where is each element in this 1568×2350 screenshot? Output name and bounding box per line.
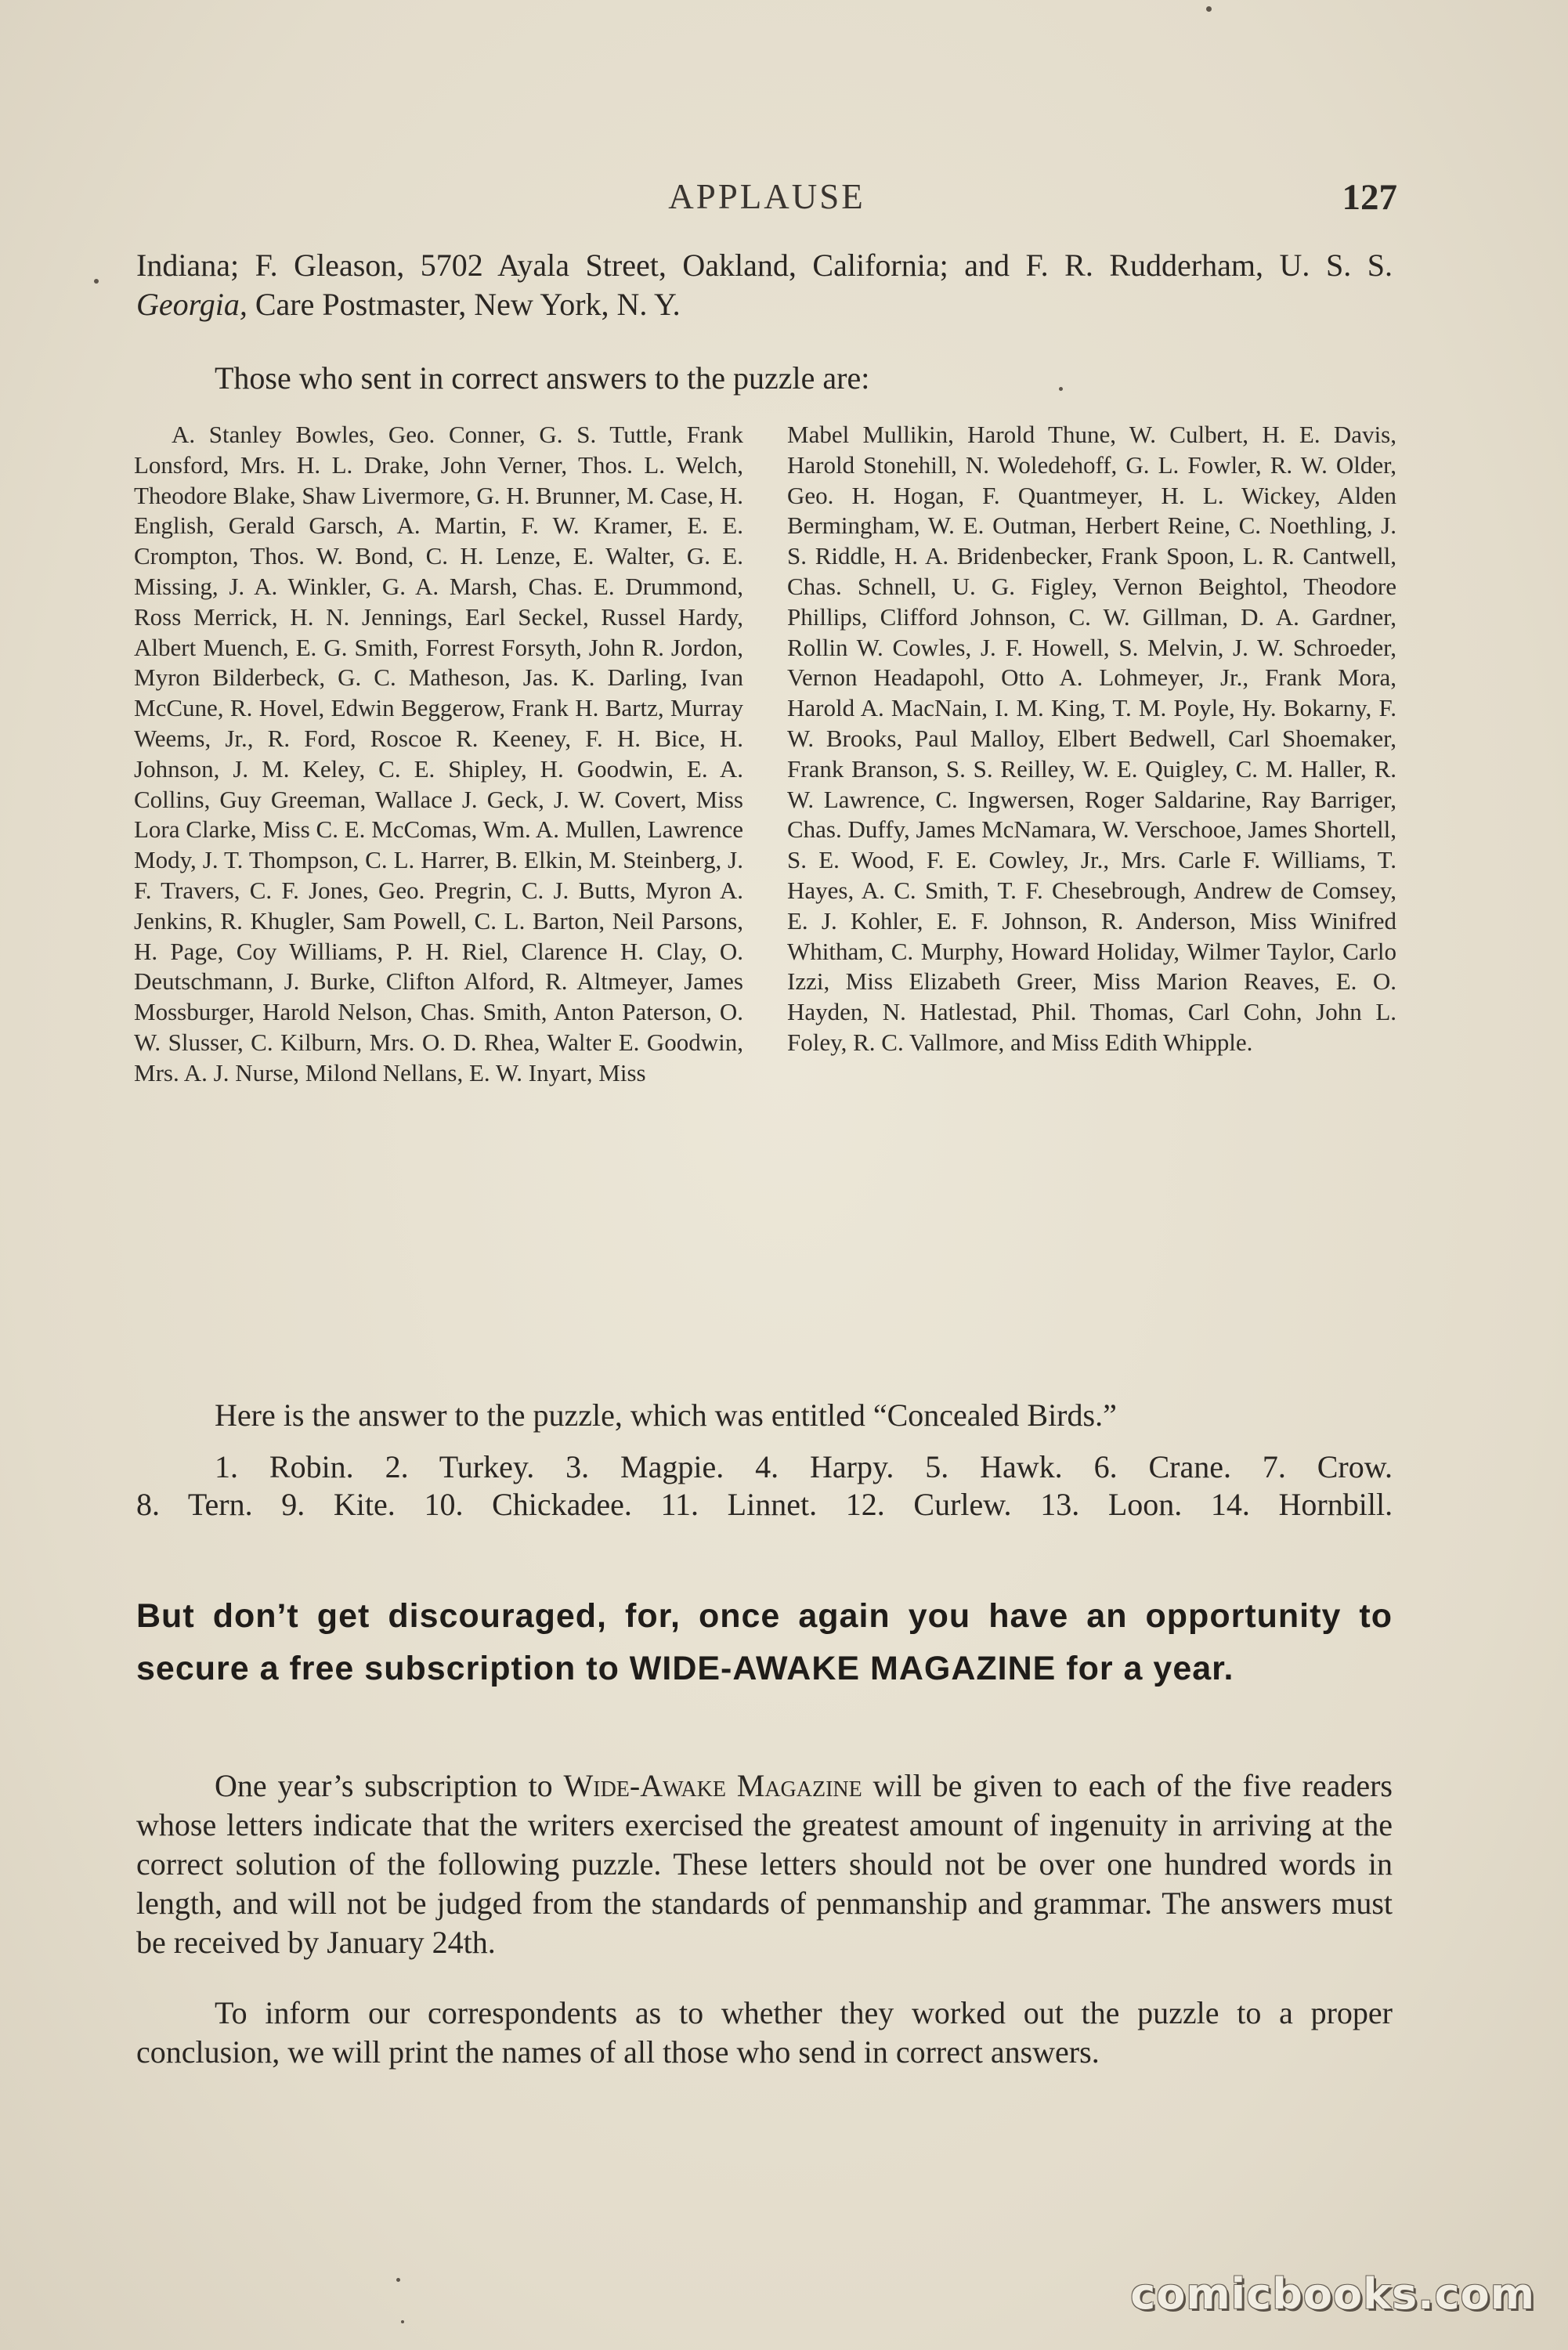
continuation-text: Indiana; F. Gleason, 5702 Ayala Street, Oakland, California; and F. R. Rudderham, U. S. S.: [136, 248, 1393, 283]
answer-item: 2. Turkey.: [385, 1449, 535, 1484]
running-head: [136, 176, 1397, 223]
continuation-paragraph: [136, 246, 1393, 324]
running-title: APPLAUSE: [668, 177, 865, 216]
correct-answers-intro: Those who sent in correct answers to the puzzle are:: [215, 360, 870, 396]
answer-item: 7. Crow.: [1262, 1449, 1393, 1484]
answer-intro: Here is the answer to the puzzle, which was entitled “Concealed Birds.”: [215, 1397, 1117, 1433]
rules-paragraph: [136, 1766, 1393, 1962]
answer-item: 9. Kite.: [281, 1487, 396, 1522]
answer-item: 4. Harpy.: [755, 1449, 894, 1484]
answer-item: 3. Magpie.: [565, 1449, 724, 1484]
continuation-text-end: Care Postmaster, New York, N. Y.: [247, 287, 681, 322]
page-number: 127: [1342, 177, 1397, 218]
answer-list: [136, 1448, 1393, 1524]
promo-announcement: But don’t get discouraged, for, once again you have an opportunity to secure a free subscription to WIDE-AWAKE MAGAZINE for a year.: [136, 1597, 1393, 1687]
rules-text-end: will be given to each of the five readers whose letters indicate that the writers exercised the greatest amount of ingenuity in arriving at the correct solution of the following puzzle. These letters should not be over one hundred words in length, and will not be judged from the standards of penmanship and grammar. The answers must be received by January 24th.: [136, 1768, 1393, 1960]
ship-name: Georgia,: [136, 287, 247, 322]
answer-item: 6. Crane.: [1093, 1449, 1231, 1484]
names-column-right: Mabel Mullikin, Harold Thune, W. Culbert, H. E. Davis, Harold Stonehill, N. Woledehoff, G. L. Fowler, R. W. Older, Geo. H. Hogan, F. Quantmeyer, H. L. Wickey, Alden Bermingham, W. E. Outman, Herbert Reine, C. Noethling, J. S. Riddle, H. A. Bridenbecker, Frank Spoon, L. R. Cantwell, Chas. Schnell, U. G. Figley, Vernon Beightol, Theodore Phillips, Clifford Johnson, C. W. Gillman, D. A. Gardner, Rollin W. Cowles, J. F. Howell, S. Melvin, J. W. Schroeder, Vernon Headapohl, Otto A. Lohmeyer, Jr., Frank Mora, Harold A. MacNain, I. M. King, T. M. Poyle, Hy. Bokarny, F. W. Brooks, Paul Malloy, Elbert Bedwell, Carl Shoemaker, Frank Branson, S. S. Reilley, W. E. Quigley, C. M. Haller, R. W. Lawrence, C. Ingwersen, Roger Saldarine, Ray Barriger, Chas. Duffy, James McNamara, W. Verschooe, James Shortell, S. E. Wood, F. E. Cowley, Jr., Mrs. Carle F. Williams, T. Hayes, A. C. Smith, T. F. Chesebrough, Andrew de Comsey, E. J. Kohler, E. F. Johnson, R. Anderson, Miss Winifred Whitham, C. Murphy, Howard Holiday, Wilmer Taylor, Carlo Izzi, Miss Elizabeth Greer, Miss Marion Reaves, E. O. Hayden, N. Hatlestad, Phil. Thomas, Carl Cohn, John L. Foley, R. C. Vallmore, and Miss Edith Whipple.: [787, 421, 1396, 1056]
rules-text: One year’s subscription to: [215, 1768, 564, 1803]
answer-item: 1. Robin.: [215, 1449, 354, 1484]
magazine-name: Wide-Awake Magazine: [563, 1768, 862, 1803]
names-column-left: A. Stanley Bowles, Geo. Conner, G. S. Tuttle, Frank Lonsford, Mrs. H. L. Drake, John Verner, Thos. L. Welch, Theodore Blake, Shaw Livermore, G. H. Brunner, M. Case, H. English, Gerald Garsch, A. Martin, F. W. Kramer, E. E. Crompton, Thos. W. Bond, C. H. Lenze, E. Walter, G. E. Missing, J. A. Winkler, G. A. Marsh, Chas. E. Drummond, Ross Merrick, H. N. Jennings, Earl Seckel, Russel Hardy, Albert Muench, E. G. Smith, Forrest Forsyth, John R. Jordon, Myron Bilderbeck, G. C. Matheson, Jas. K. Darling, Ivan McCune, R. Hovel, Edwin Beggerow, Frank H. Bartz, Murray Weems, Jr., R. Ford, Roscoe R. Keeney, F. H. Bice, H. Johnson, J. M. Keley, C. E. Shipley, H. Goodwin, E. A. Collins, Guy Greeman, Wallace J. Geck, J. W. Covert, Miss Lora Clarke, Miss C. E. McComas, Wm. A. Mullen, Lawrence Mody, J. T. Thompson, C. L. Harrer, B. Elkin, M. Steinberg, J. F. Travers, C. F. Jones, Geo. Pregrin, C. J. Butts, Myron A. Jenkins, R. Khugler, Sam Powell, C. L. Barton, Neil Parsons, H. Page, Coy Williams, P. H. Riel, Clarence H. Clay, O. Deutschmann, J. Burke, Clifton Alford, R. Altmeyer, James Mossburger, Harold Nelson, Chas. Smith, Anton Paterson, O. W. Slusser, C. Kilburn, Mrs. O. D. Rhea, Walter E. Goodwin, Mrs. A. J. Nurse, Milond Nellans, E. W. Inyart, Miss: [134, 421, 743, 1086]
answer-item: 5. Hawk.: [925, 1449, 1063, 1484]
answer-item: 12. Curlew.: [845, 1487, 1012, 1522]
answer-item: 10. Chickadee.: [424, 1487, 632, 1522]
correspondents-paragraph: To inform our correspondents as to whether they worked out the puzzle to a proper conclusion, we will print the names of all those who send in correct answers.: [136, 1995, 1393, 2070]
answer-item: 8. Tern.: [136, 1487, 253, 1522]
answer-item: 11. Linnet.: [660, 1487, 818, 1522]
watermark: comicbooks.com: [1130, 2269, 1535, 2319]
answer-item: 14. Hornbill.: [1210, 1487, 1393, 1522]
answer-item: 13. Loon.: [1040, 1487, 1183, 1522]
